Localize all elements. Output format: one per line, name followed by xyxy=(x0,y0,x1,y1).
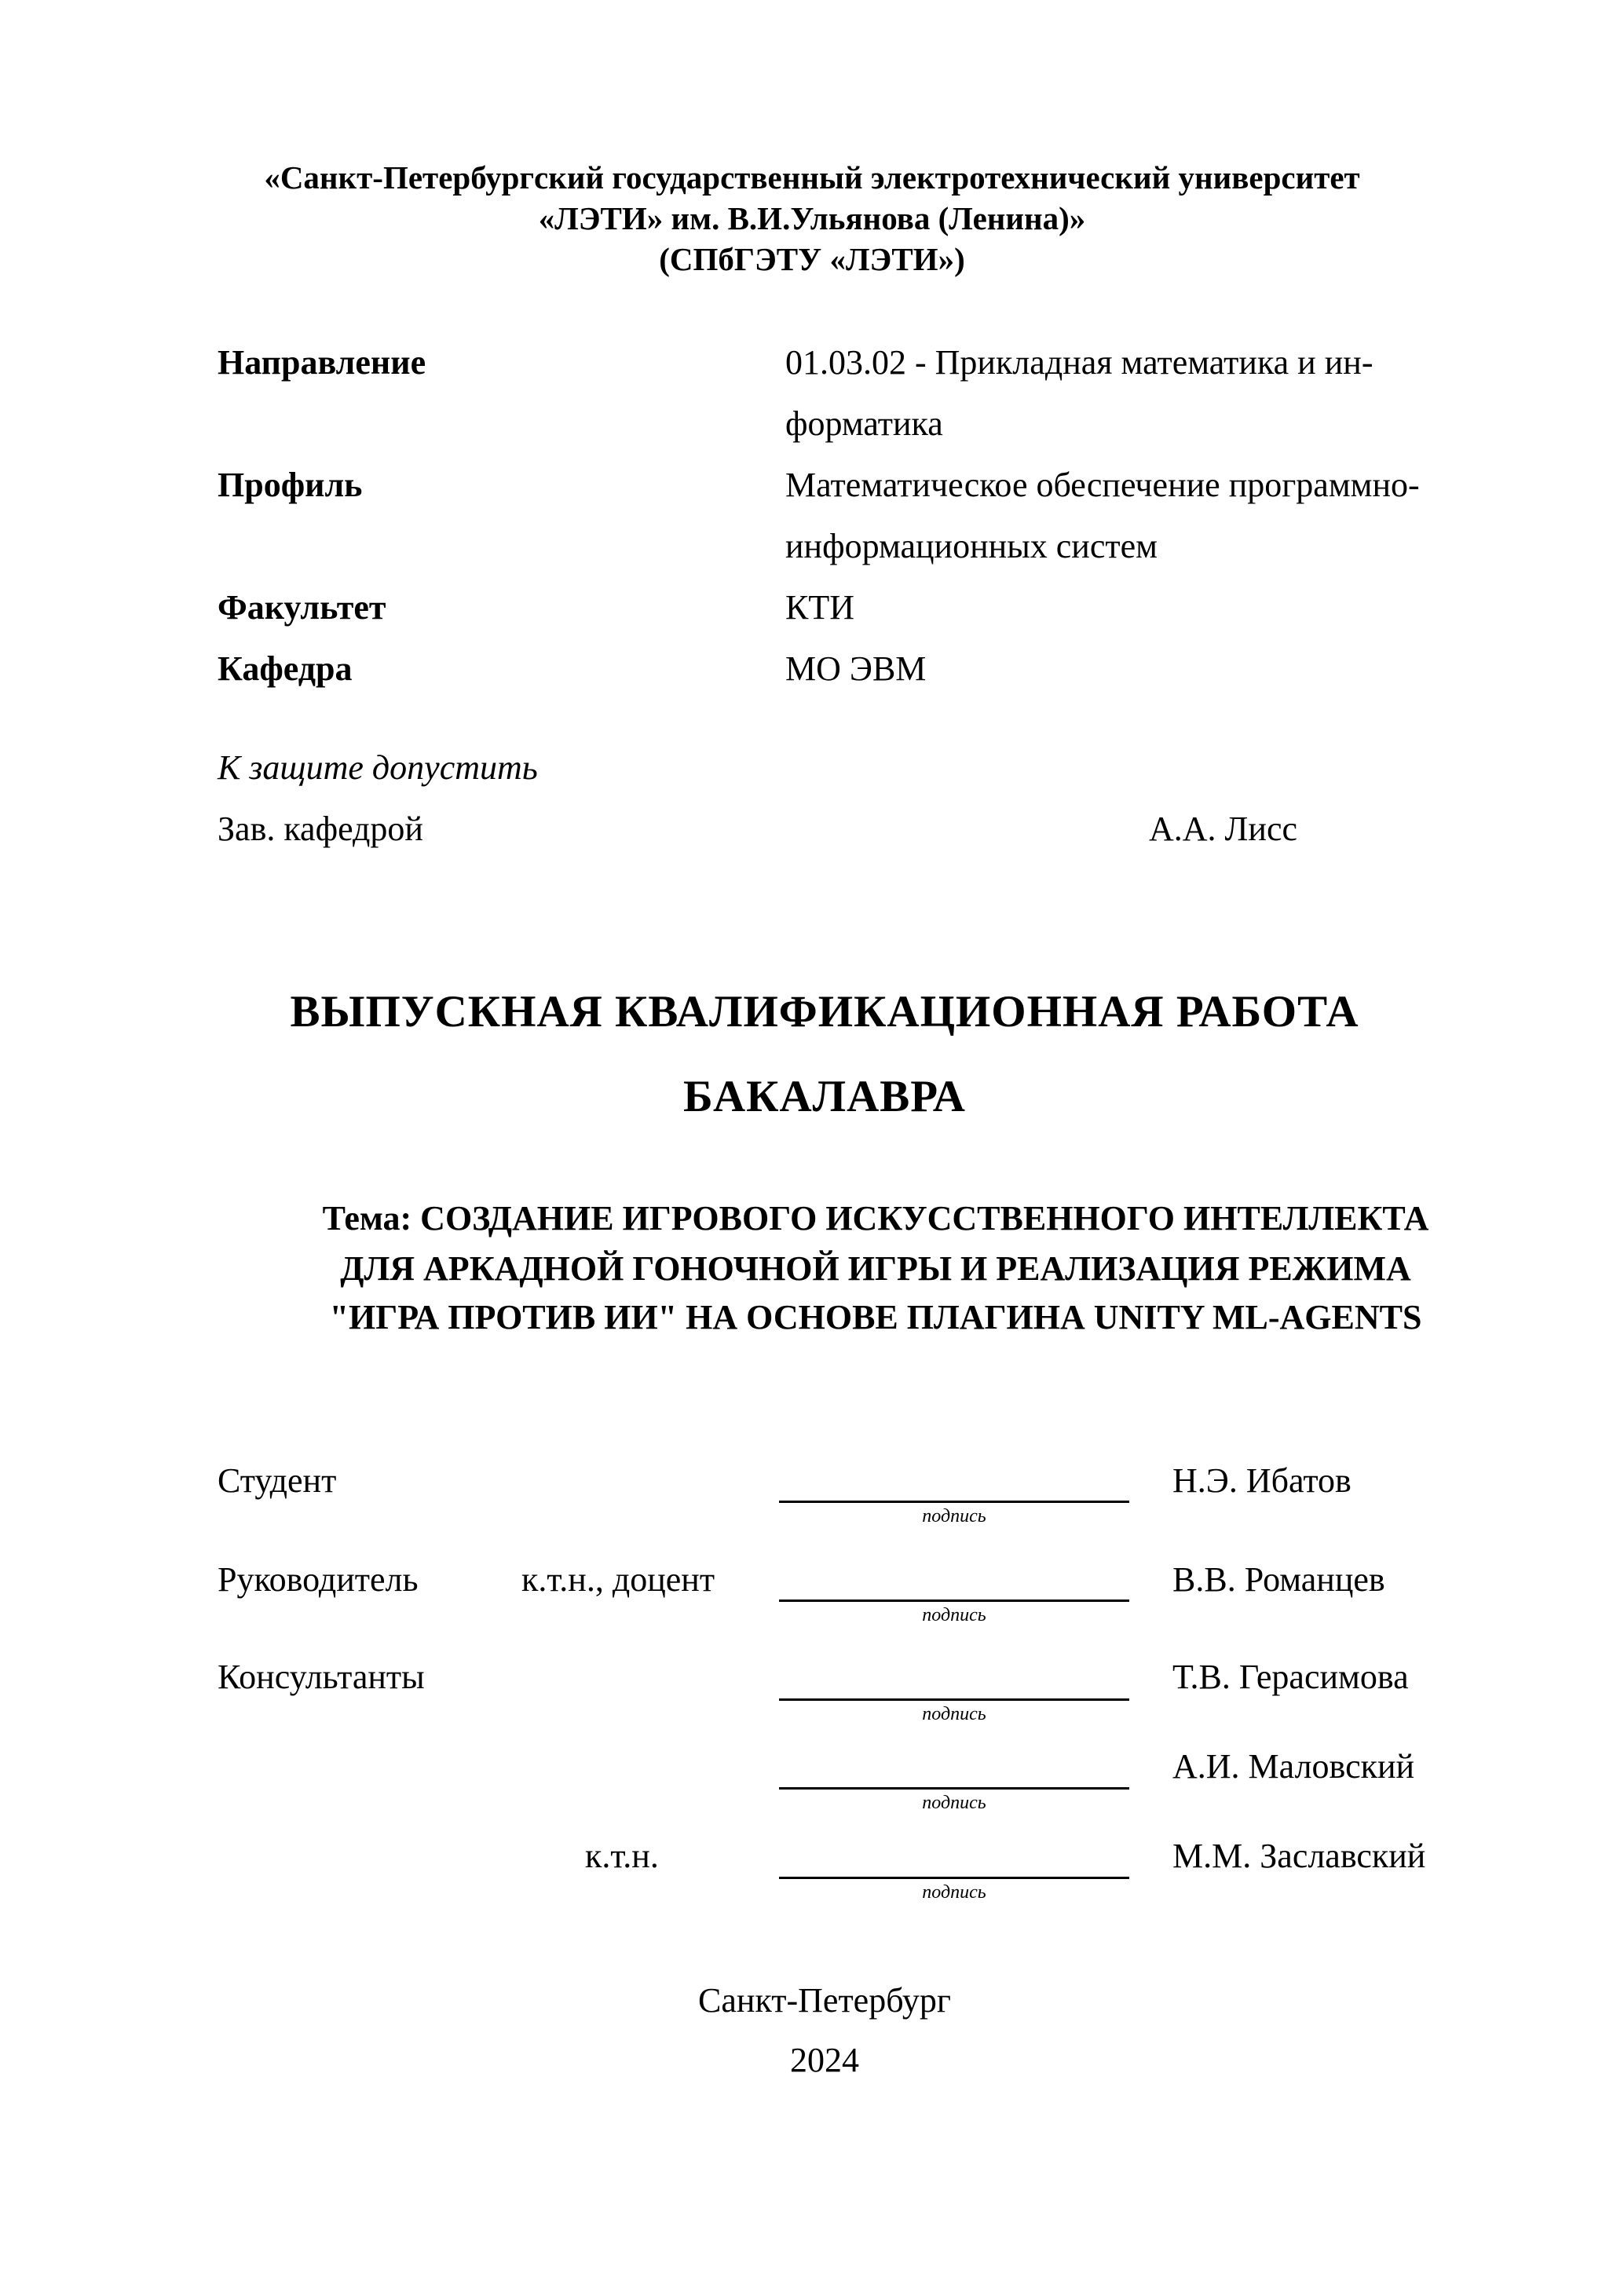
signature-caption: подпись xyxy=(922,1793,986,1813)
university-abbreviation: (СПбГЭТУ «ЛЭТИ») xyxy=(659,241,965,277)
info-value-direction-line-2: форматика xyxy=(785,404,943,443)
approval-note: К защите допустить xyxy=(218,748,538,787)
signature-caption: подпись xyxy=(922,1605,986,1625)
signature-caption: подпись xyxy=(922,1882,986,1903)
signature-name: В.В. Романцев xyxy=(1172,1560,1385,1599)
info-label-profile: Профиль xyxy=(218,466,363,504)
info-label-faculty: Факультет xyxy=(218,588,386,627)
signature-degree: к.т.н. xyxy=(585,1837,659,1875)
footer-city: Санкт-Петербург xyxy=(698,1981,951,2020)
signature-role: Студент xyxy=(218,1461,337,1500)
signature-degree: к.т.н., доцент xyxy=(521,1560,715,1599)
signature-name: Т.В. Герасимова xyxy=(1172,1658,1409,1696)
signature-line xyxy=(779,1877,1129,1879)
university-name-line-2: «ЛЭТИ» им. В.И.Ульянова (Ленина)» xyxy=(538,200,1086,236)
signature-line xyxy=(779,1787,1129,1790)
footer-year: 2024 xyxy=(790,2041,859,2079)
info-value-department: МО ЭВМ xyxy=(785,649,927,688)
document-title-line-1: ВЫПУСКНАЯ КВАЛИФИКАЦИОННАЯ РАБОТА xyxy=(290,987,1359,1036)
signature-caption: подпись xyxy=(922,1704,986,1724)
approval-name: А.А. Лисс xyxy=(1149,810,1297,848)
info-value-profile-line-2: информационных систем xyxy=(785,527,1158,565)
approval-role: Зав. кафедрой xyxy=(218,810,423,848)
university-name-line-1: «Санкт-Петербургский государственный электротехнический университет xyxy=(264,159,1360,196)
info-value-direction-line-1: 01.03.02 - Прикладная математика и ин- xyxy=(785,343,1373,382)
signature-name: М.М. Заславский xyxy=(1172,1837,1426,1875)
signature-line xyxy=(779,1600,1129,1602)
theme-line-2: ДЛЯ АРКАДНОЙ ГОНОЧНОЙ ИГРЫ И РЕАЛИЗАЦИЯ РЕЖИМА xyxy=(340,1249,1411,1288)
theme-line-1: Тема: СОЗДАНИЕ ИГРОВОГО ИСКУССТВЕННОГО ИНТЕЛЛЕКТА xyxy=(322,1199,1429,1238)
info-label-department: Кафедра xyxy=(218,649,353,688)
info-value-profile-line-1: Математическое обеспечение программно- xyxy=(785,466,1420,504)
signature-role: Консультанты xyxy=(218,1658,425,1696)
signature-name: Н.Э. Ибатов xyxy=(1172,1461,1352,1500)
signature-role: Руководитель xyxy=(218,1560,419,1599)
signature-line xyxy=(779,1501,1129,1503)
signature-caption: подпись xyxy=(922,1506,986,1526)
document-title-line-2: БАКАЛАВРА xyxy=(683,1072,966,1121)
info-label-direction: Направление xyxy=(218,343,426,382)
signature-line xyxy=(779,1698,1129,1701)
signature-name: А.И. Маловский xyxy=(1172,1747,1415,1786)
theme-line-3: "ИГРА ПРОТИВ ИИ" НА ОСНОВЕ ПЛАГИНА UNITY ML-AGENTS xyxy=(329,1298,1422,1336)
info-value-faculty: КТИ xyxy=(785,588,854,627)
